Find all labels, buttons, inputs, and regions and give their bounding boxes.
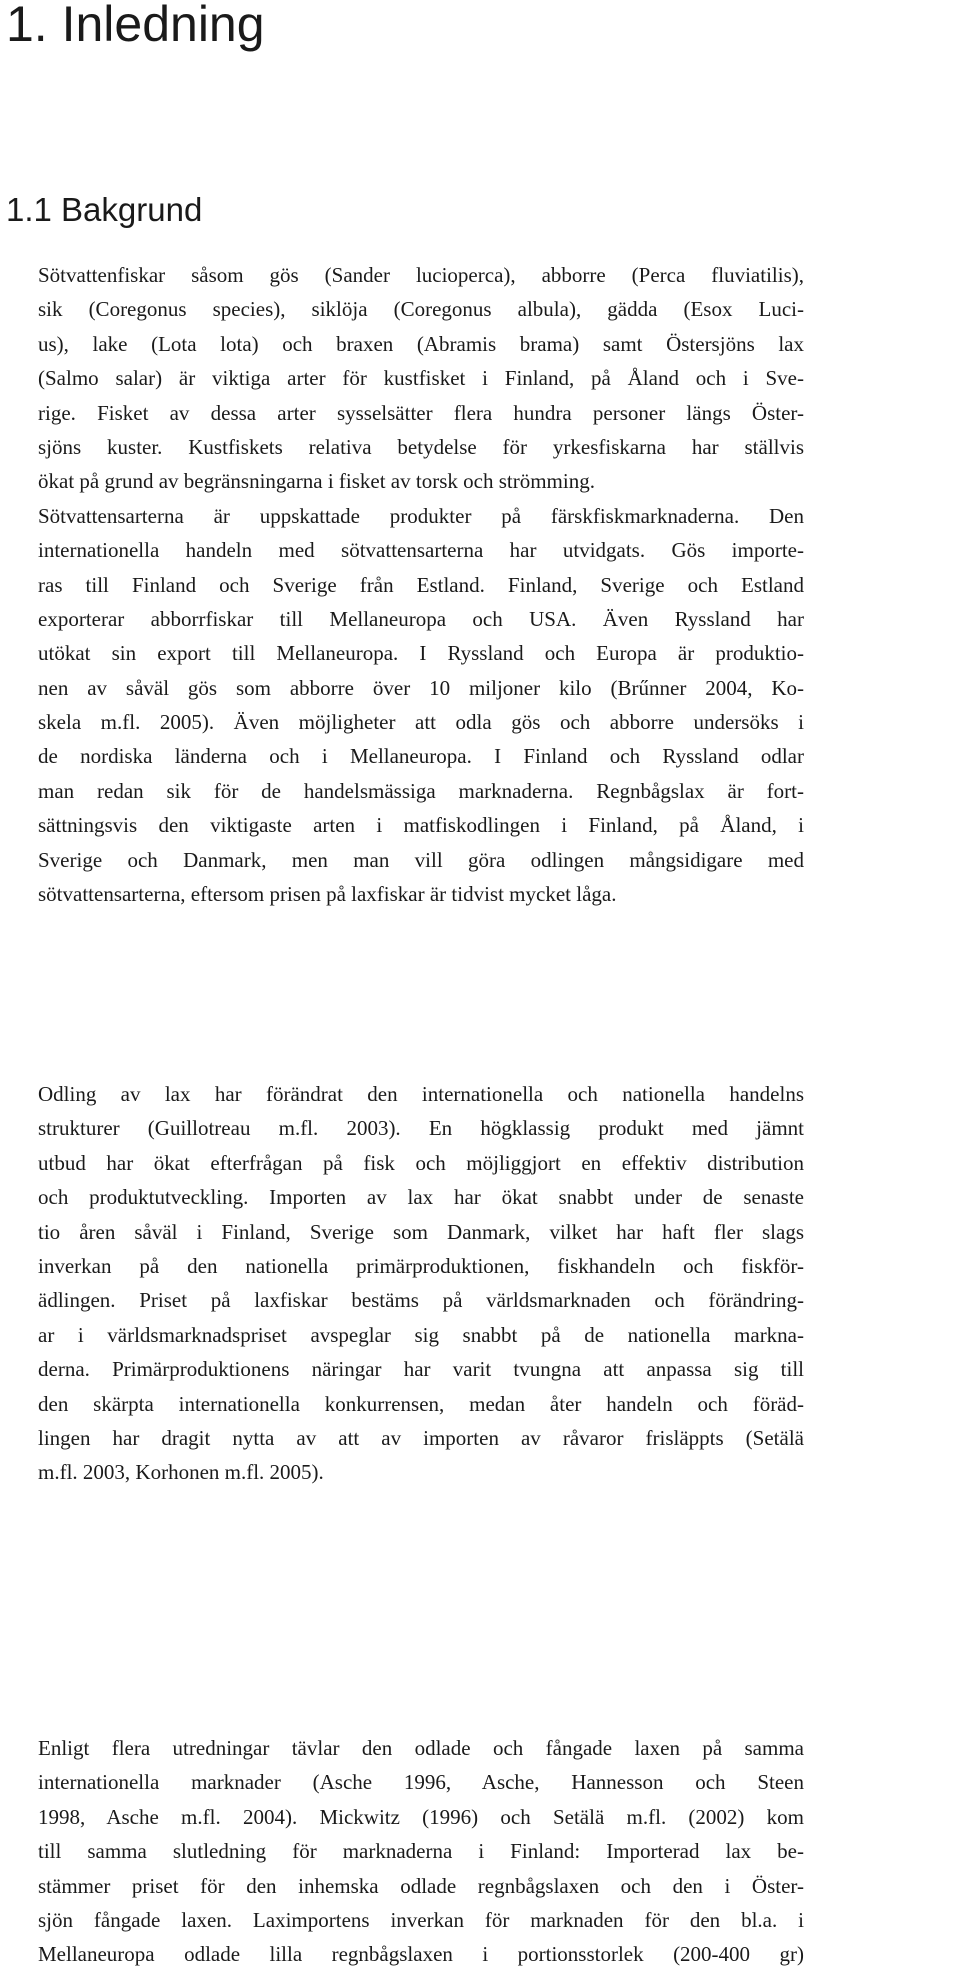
- text-line: man redan sik för de handelsmässiga marknaderna. Regnbågslax är fort-: [38, 778, 804, 803]
- text-line: ras till Finland och Sverige från Estland. Finland, Sverige och Estland: [38, 572, 804, 597]
- text-line: inverkan på den nationella primärproduktionen, fiskhandeln och fiskför-: [38, 1253, 804, 1278]
- text-line: Sötvattensarterna är uppskattade produkter på färskfiskmarknaderna. Den: [38, 503, 804, 528]
- text-line: strukturer (Guillotreau m.fl. 2003). En högklassig produkt med jämnt: [38, 1116, 804, 1141]
- text-line: m.fl. 2003, Korhonen m.fl. 2005).: [38, 1460, 324, 1485]
- text-line: internationella handeln med sötvattensarterna har utvidgats. Gös importe-: [38, 538, 804, 563]
- paragraph-background-3: [38, 1731, 804, 1972]
- paragraph-background-1: [38, 258, 804, 911]
- text-line: de nordiska länderna och i Mellaneuropa. I Finland och Ryssland odlar: [38, 744, 804, 769]
- text-line: den skärpta internationella konkurrensen, medan åter handeln och föräd-: [38, 1391, 804, 1416]
- section-title: 1.1 Bakgrund: [6, 191, 203, 228]
- text-line: 1998, Asche m.fl. 2004). Mickwitz (1996) och Setälä m.fl. (2002) kom: [38, 1804, 804, 1829]
- text-line: sjön fångade laxen. Laximportens inverkan för marknaden för den bl.a. i: [38, 1907, 804, 1932]
- text-line: nen av såväl gös som abborre över 10 miljoner kilo (Brűnner 2004, Ko-: [38, 675, 804, 700]
- text-line: till samma slutledning för marknaderna i Finland: Importerad lax be-: [38, 1839, 804, 1864]
- text-line: (Salmo salar) är viktiga arter för kustfisket i Finland, på Åland och i Sve-: [38, 366, 804, 391]
- text-line: sättningsvis den viktigaste arten i matfiskodlingen i Finland, på Åland, i: [38, 813, 804, 838]
- text-line: tio åren såväl i Finland, Sverige som Danmark, vilket har haft fler slags: [38, 1219, 804, 1244]
- text-line: exporterar abborrfiskar till Mellaneuropa och USA. Även Ryssland har: [38, 606, 804, 631]
- text-line: derna. Primärproduktionens näringar har varit tvungna att anpassa sig till: [38, 1357, 804, 1382]
- text-line: utbud har ökat efterfrågan på fisk och möjliggjort en effektiv distribution: [38, 1150, 804, 1175]
- text-line: rige. Fisket av dessa arter sysselsätter flera hundra personer längs Öster-: [38, 400, 804, 425]
- text-line: stämmer priset för den inhemska odlade regnbågslaxen och den i Öster-: [38, 1873, 804, 1898]
- text-line: Odling av lax har förändrat den internationella och nationella handelns: [38, 1082, 804, 1106]
- text-line: sötvattensarterna, eftersom prisen på laxfiskar är tidvist mycket låga.: [38, 882, 617, 907]
- text-line: ädlingen. Priset på laxfiskar bestäms på världsmarknaden och förändring-: [38, 1288, 804, 1313]
- text-line: ar i världsmarknadspriset avspeglar sig snabbt på de nationella markna-: [38, 1322, 804, 1347]
- text-line: utökat sin export till Mellaneuropa. I Ryssland och Europa är produktio-: [38, 641, 804, 666]
- text-line: Sötvattenfiskar såsom gös (Sander lucioperca), abborre (Perca fluviatilis),: [38, 263, 804, 287]
- text-line: skela m.fl. 2005). Även möjligheter att odla gös och abborre undersöks i: [38, 710, 804, 735]
- paragraph-background-2: [38, 1077, 804, 1490]
- text-line: us), lake (Lota lota) och braxen (Abramis brama) samt Östersjöns lax: [38, 331, 804, 356]
- chapter-title: 1. Inledning: [6, 0, 265, 52]
- text-line: Sverige och Danmark, men man vill göra odlingen mångsidigare med: [38, 847, 804, 872]
- text-line: lingen har dragit nytta av att av importen av råvaror frisläppts (Setälä: [38, 1425, 804, 1450]
- text-line: Mellaneuropa odlade lilla regnbågslaxen i portionsstorlek (200-400 gr): [38, 1942, 804, 1967]
- text-line: Enligt flera utredningar tävlar den odlade och fångade laxen på samma: [38, 1736, 804, 1760]
- text-line: internationella marknader (Asche 1996, Asche, Hannesson och Steen: [38, 1770, 804, 1795]
- text-line: sjöns kuster. Kustfiskets relativa betydelse för yrkesfiskarna har ställvis: [38, 434, 804, 459]
- text-line: och produktutveckling. Importen av lax har ökat snabbt under de senaste: [38, 1185, 804, 1210]
- text-line: sik (Coregonus species), siklöja (Coregonus albula), gädda (Esox Luci-: [38, 297, 804, 322]
- text-line: ökat på grund av begränsningarna i fisket av torsk och strömming.: [38, 469, 595, 494]
